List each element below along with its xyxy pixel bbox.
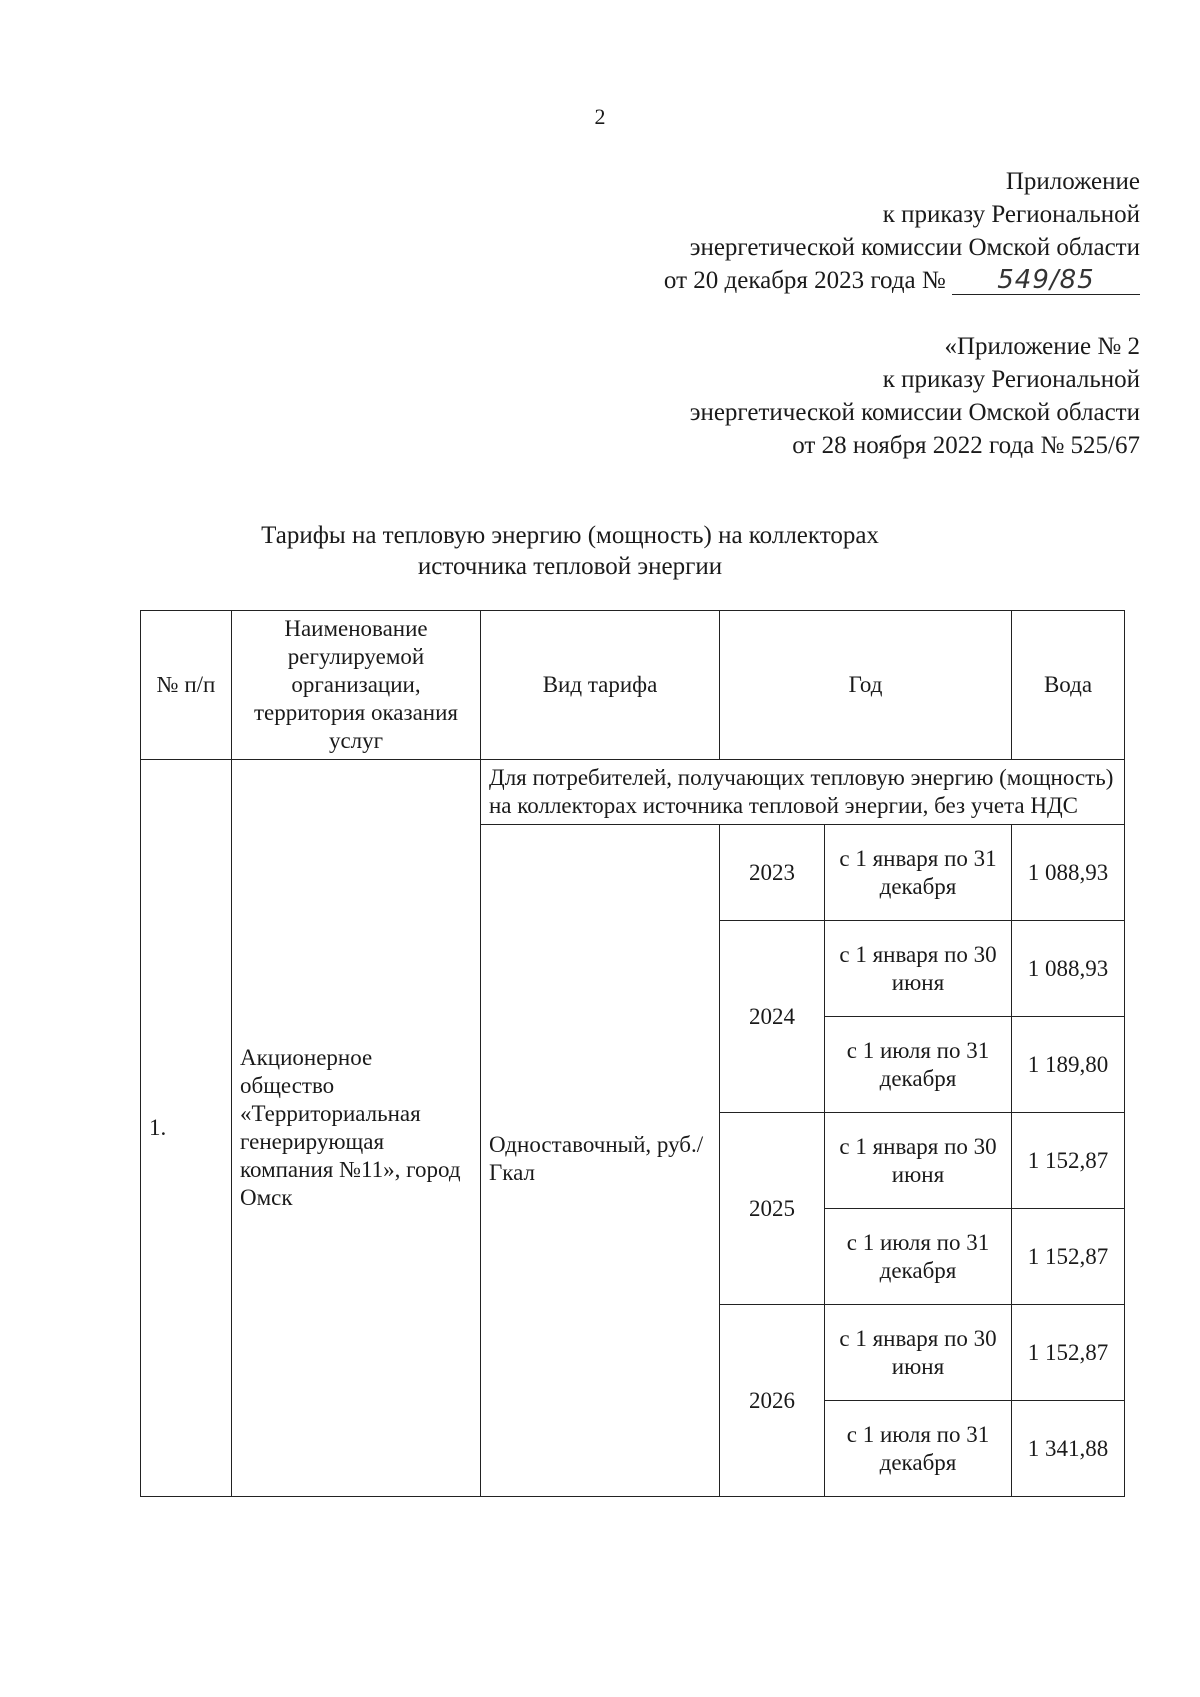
period-cell: с 1 января по 30 июня — [825, 1305, 1012, 1401]
period-cell: с 1 июля по 31 декабря — [825, 1209, 1012, 1305]
previous-annex-header — [690, 330, 1140, 462]
tariff-type: Одноставочный, руб./Гкал — [481, 825, 720, 1497]
annex-line: к приказу Региональной — [882, 366, 1140, 393]
document-title — [140, 520, 1000, 582]
tariff-table — [140, 610, 1125, 1497]
order-number-handwritten: 549/85 — [952, 266, 1140, 295]
annex-date-line — [664, 264, 1140, 297]
row-number: 1. — [141, 760, 232, 1497]
header-water: Вода — [1012, 611, 1125, 760]
annex-header — [664, 165, 1140, 297]
year-cell: 2024 — [720, 921, 825, 1113]
value-cell: 1 152,87 — [1012, 1305, 1125, 1401]
annex-line: «Приложение № 2 — [944, 333, 1140, 360]
value-cell: 1 189,80 — [1012, 1017, 1125, 1113]
period-cell: с 1 января по 31 декабря — [825, 825, 1012, 921]
table-header-row — [141, 611, 1125, 760]
annex-line: Приложение — [1005, 168, 1140, 195]
header-type: Вид тарифа — [481, 611, 720, 760]
organization-name: Акционерное общество «Территориальная генерирующая компания №11», город Омск — [232, 760, 481, 1497]
value-cell: 1 152,87 — [1012, 1113, 1125, 1209]
annex-line: от 28 ноября 2022 года № 525/67 — [792, 432, 1140, 459]
value-cell: 1 152,87 — [1012, 1209, 1125, 1305]
period-cell: с 1 июля по 31 декабря — [825, 1017, 1012, 1113]
year-cell: 2023 — [720, 825, 825, 921]
table-subheader-row — [141, 760, 1125, 825]
value-cell: 1 088,93 — [1012, 825, 1125, 921]
value-cell: 1 088,93 — [1012, 921, 1125, 1017]
year-cell: 2026 — [720, 1305, 825, 1497]
consumer-note: Для потребителей, получающих тепловую энергию (мощность) на коллекторах источника тепловой энергии, без учета НДС — [481, 760, 1125, 825]
title-line: Тарифы на тепловую энергию (мощность) на коллекторах — [261, 522, 879, 549]
annex-date-text: от 20 декабря 2023 года № — [663, 267, 946, 294]
period-cell: с 1 января по 30 июня — [825, 1113, 1012, 1209]
header-num: № п/п — [141, 611, 232, 760]
annex-line: к приказу Региональной — [882, 201, 1140, 228]
header-year: Год — [720, 611, 1012, 760]
value-cell: 1 341,88 — [1012, 1401, 1125, 1497]
period-cell: с 1 июля по 31 декабря — [825, 1401, 1012, 1497]
year-cell: 2025 — [720, 1113, 825, 1305]
page-number: 2 — [594, 104, 606, 129]
annex-line: энергетической комиссии Омской области — [689, 234, 1140, 261]
header-org: Наименование регулируемой организации, территория оказания услуг — [232, 611, 481, 760]
title-line: источника тепловой энергии — [417, 553, 723, 580]
period-cell: с 1 января по 30 июня — [825, 921, 1012, 1017]
annex-line: энергетической комиссии Омской области — [689, 399, 1140, 426]
